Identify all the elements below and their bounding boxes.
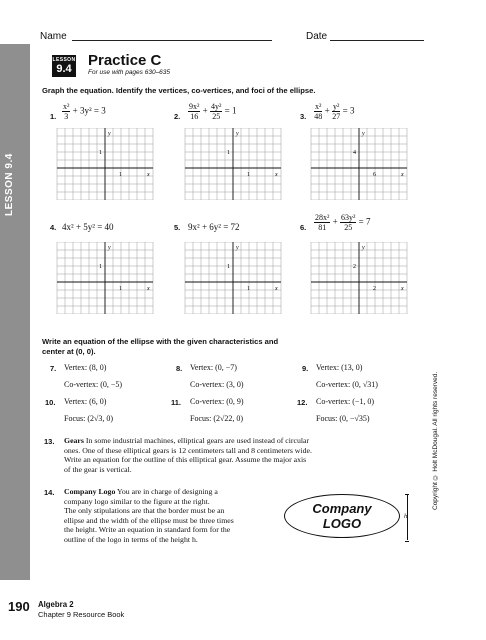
equation-3: $\frac{\text{x²}}{48}$ + $\frac{\text{y²}}{27}$ = 3 [314,102,355,121]
y-tick-label: 1 [99,264,102,270]
graph-grid[interactable] [184,128,282,200]
item-line: Vertex: (13, 0) [316,363,363,372]
company-logo-ellipse [284,494,400,538]
problem-number: 10. [45,398,56,407]
book-subtitle: Chapter 9 Resource Book [38,610,125,619]
y-axis-label: y [108,131,111,137]
x-axis-label: x [147,172,150,178]
graph-grid[interactable] [56,128,154,200]
item-line: Co-vertex: (0, √31) [316,380,378,389]
lesson-word: LESSON [52,57,76,63]
section2-instruction-line1: Write an equation of the ellipse with the given characteristics and [42,337,279,346]
logo-line-1: Company [312,501,372,516]
side-lesson-label: LESSON 9.4 [4,153,15,217]
problem-number: 7. [50,364,57,373]
x-axis-label: x [275,172,278,178]
equation-4: 4x² + 5y² = 40 [62,222,114,232]
section2-instruction-line2: center at (0, 0). [42,347,96,356]
problem-number: 8. [176,364,183,373]
height-label: h [404,513,408,520]
x-axis-label: x [401,172,404,178]
lesson-badge [52,55,76,77]
problem-number: 9. [302,364,309,373]
equation-6: $\frac{\text{28x²}}{81}$ + $\frac{\text{63y²}}{25}$ = 7 [315,213,371,232]
date-label: Date [306,31,328,42]
y-axis-label: y [108,245,111,251]
x-tick-label: 1 [119,286,122,292]
item-line: Focus: (2√3, 0) [64,414,114,423]
y-tick-label: 4 [353,150,356,156]
item-line: Co-vertex: (0, 9) [190,397,244,406]
y-tick-label: 1 [227,150,230,156]
x-tick-label: 2 [373,286,376,292]
item-line: Co-vertex: (0, −5) [64,380,123,389]
side-band [0,44,30,580]
graph-grid[interactable] [184,242,282,314]
x-tick-label: 1 [247,172,250,178]
x-tick-label: 1 [119,172,122,178]
x-axis-label: x [401,286,404,292]
problem-number: 6. [300,223,307,232]
y-axis-label: y [362,131,365,137]
problem-14-text: Company Logo You are in charge of designing a company logo similar to the figure at the right. The only stipulations are that the border must be an ellipse and the width of the ellipse must be three times the height. Write an equation in standard form for the outline of the logo in terms of the height h. [64,487,234,544]
problem-number: 3. [300,112,307,121]
page-number: 190 [8,599,30,614]
y-axis-label: y [236,245,239,251]
copyright-notice: Copyright © Holt McDougal. All rights reserved. [432,371,439,510]
equation-5: 9x² + 6y² = 72 [188,222,240,232]
y-axis-label: y [236,131,239,137]
graph-grid[interactable] [310,242,408,314]
x-tick-label: 6 [373,172,376,178]
equation-1: $\frac{\text{x²}}{3}$ + 3y² = 3 [63,102,106,121]
x-tick-label: 1 [247,286,250,292]
item-line: Vertex: (0, −7) [190,363,237,372]
item-line: Focus: (2√22, 0) [190,414,244,423]
y-tick-label: 1 [99,150,102,156]
graph-grid[interactable] [310,128,408,200]
x-axis-label: x [147,286,150,292]
y-axis-label: y [362,245,365,251]
problem-number: 2. [174,112,181,121]
logo-line-2: LOGO [322,516,362,531]
y-tick-label: 2 [353,264,356,270]
item-line: Co-vertex: (−1, 0) [316,397,375,406]
date-field[interactable] [330,40,424,41]
name-field[interactable] [72,40,272,41]
y-tick-label: 1 [227,264,230,270]
equation-2: $\frac{\text{9x²}}{16}$ + $\frac{\text{4y²}}{25}$ = 1 [189,102,237,121]
problem-number: 1. [50,112,57,121]
section1-instruction: Graph the equation. Identify the vertices, co-vertices, and foci of the ellipse. [42,86,316,95]
item-line: Vertex: (8, 0) [64,363,107,372]
problem-number: 4. [50,223,57,232]
problem-number: 13. [44,437,55,446]
x-axis-label: x [275,286,278,292]
book-title: Algebra 2 [38,600,74,609]
problem-13-text: Gears In some industrial machines, elliptical gears are used instead of circular ones. One of these elliptical gears is 12 centimeters tall and 8 centimeters wide. Write an equation for the outline of this elliptical gear. Assume the major axis of the gear is vertical. [64,436,312,474]
page-subtitle: For use with pages 630–635 [88,69,171,76]
name-label: Name [40,31,67,42]
item-line: Co-vertex: (3, 0) [190,380,244,389]
problem-number: 12. [297,398,308,407]
problem-number: 5. [174,223,181,232]
graph-grid[interactable] [56,242,154,314]
lesson-number: 9.4 [56,63,72,75]
problem-number: 14. [44,488,55,497]
item-line: Vertex: (6, 0) [64,397,107,406]
page-title: Practice C [88,52,162,69]
item-line: Focus: (0, −√35) [316,414,370,423]
problem-number: 11. [171,398,182,407]
